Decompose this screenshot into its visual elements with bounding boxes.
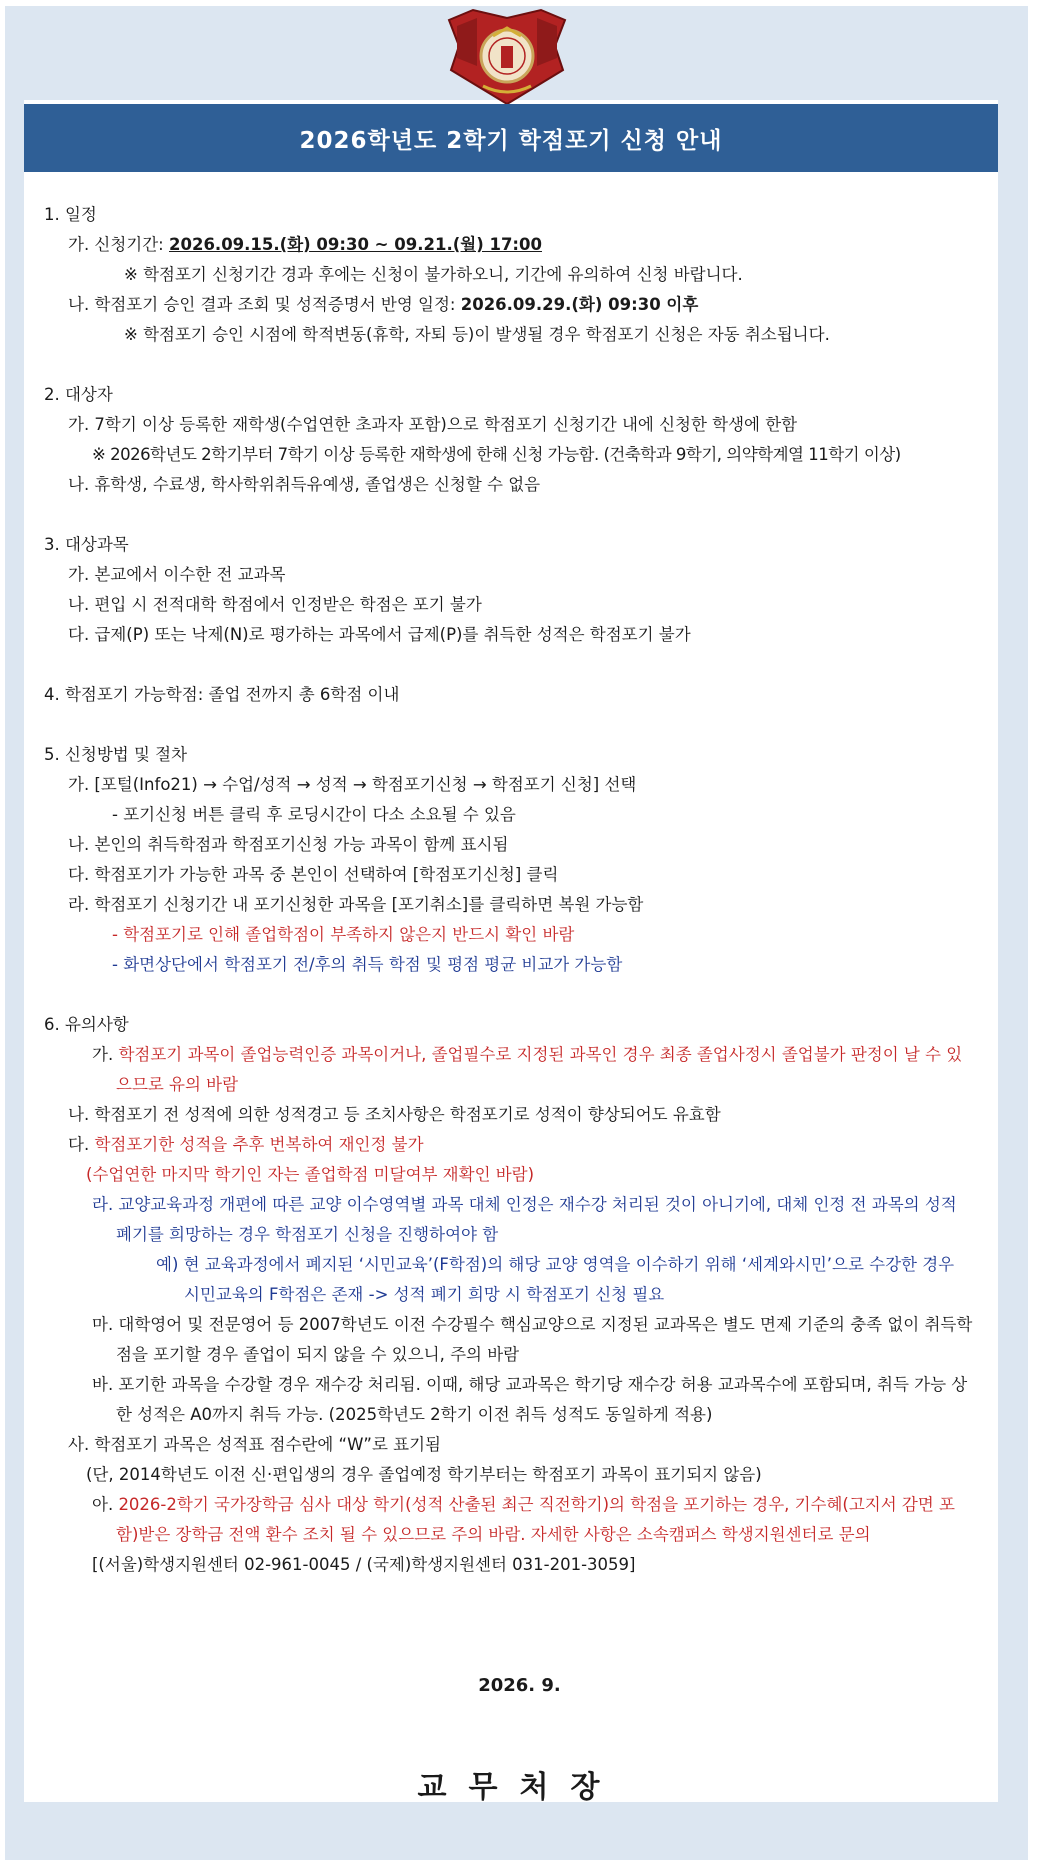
- procedure-d-note-2: - 화면상단에서 학점포기 전/후의 취득 학점 및 평점 평균 비교가 가능함: [112, 955, 623, 974]
- eligibility-a-note: ※ 2026학년도 2학기부터 7학기 이상 등록한 재학생에 한해 신청 가능함. (건축학과 9학기, 의약학계열 11학기 이상): [92, 445, 901, 464]
- eligibility-b: 나. 휴학생, 수료생, 학사학위취득유예생, 졸업생은 신청할 수 없음: [68, 475, 541, 494]
- eligibility-a: 가. 7학기 이상 등록한 재학생(수업연한 초과자 포함)으로 학점포기 신청기간 내에 신청한 학생에 한함: [68, 415, 798, 434]
- caution-b: 나. 학점포기 전 성적에 의한 성적경고 등 조치사항은 학점포기로 성적이 향상되어도 유효함: [68, 1105, 721, 1124]
- caution-h: [44, 1490, 974, 1550]
- courses-b: 나. 편입 시 전적대학 학점에서 인정받은 학점은 포기 불가: [68, 595, 482, 614]
- caution-a-text: 학점포기 과목이 졸업능력인증 과목이거나, 졸업필수로 지정된 과목인 경우 최종 졸업사정시 졸업불가 판정이 날 수 있으므로 유의 바람: [116, 1045, 963, 1094]
- contact-info: [(서울)학생지원센터 02-961-0045 / (국제)학생지원센터 031-201-3059]: [92, 1555, 636, 1574]
- section-2-heading: 2. 대상자: [44, 385, 113, 404]
- courses-c: 다. 급제(P) 또는 낙제(N)로 평가하는 과목에서 급제(P)를 취득한 성적은 학점포기 불가: [68, 625, 691, 644]
- caution-c-note: (수업연한 마지막 학기인 자는 졸업학점 미달여부 재확인 바람): [86, 1165, 535, 1184]
- caution-d-example: 예) 현 교육과정에서 폐지된 ‘시민교육’(F학점)의 해당 교양 영역을 이수하기 위해 ‘세계와시민’으로 수강한 경우 시민교육의 F학점은 존재 -> 성적 폐기 희망 시 학점포기 신청 필요: [156, 1255, 955, 1304]
- caution-c-text: 학점포기한 성적을 추후 번복하여 재인정 불가: [94, 1135, 424, 1154]
- schedule-period: [44, 230, 974, 260]
- section-5-heading: 5. 신청방법 및 절차: [44, 745, 188, 764]
- procedure-a: 가. [포털(Info21) → 수업/성적 → 성적 → 학점포기신청 → 학점포기 신청] 선택: [68, 775, 637, 794]
- section-4-heading: 4. 학점포기 가능학점: 졸업 전까지 총 6학점 이내: [44, 685, 400, 704]
- caution-d: 라. 교양교육과정 개편에 따른 교양 이수영역별 과목 대체 인정은 재수강 처리된 것이 아니기에, 대체 인정 전 과목의 성적 폐기를 희망하는 경우 학점포기 신청을 진행하여야 함: [92, 1195, 957, 1244]
- caution-g: 사. 학점포기 과목은 성적표 점수란에 “W”로 표기됨: [68, 1435, 441, 1454]
- caution-f: 바. 포기한 과목을 수강할 경우 재수강 처리됨. 이때, 해당 교과목은 학기당 재수강 허용 교과목수에 포함되며, 취득 가능 상한 성적은 A0까지 취득 가능. (2025학년도 2학기 이전 취득 성적도 동일하게 적용): [92, 1375, 968, 1424]
- issuing-office: 교무처장: [417, 1770, 622, 1805]
- procedure-a-note: - 포기신청 버튼 클릭 후 로딩시간이 다소 소요될 수 있음: [112, 805, 516, 824]
- caution-a: [44, 1040, 974, 1100]
- notice-body: [44, 200, 974, 1580]
- schedule-result-note: ※ 학점포기 승인 시점에 학적변동(휴학, 자퇴 등)이 발생될 경우 학점포기 신청은 자동 취소됩니다.: [124, 325, 830, 344]
- caution-e: 마. 대학영어 및 전문영어 등 2007학년도 이전 수강필수 핵심교양으로 지정된 교과목은 별도 면제 기준의 충족 없이 취득학점을 포기할 경우 졸업이 되지 않을 수 있으니, 주의 바람: [92, 1315, 973, 1364]
- caution-g-note: (단, 2014학년도 이전 신·편입생의 경우 졸업예정 학기부터는 학점포기 과목이 표기되지 않음): [86, 1465, 762, 1484]
- procedure-d-note-1: - 학점포기로 인해 졸업학점이 부족하지 않은지 반드시 확인 바람: [112, 925, 575, 944]
- schedule-period-label: 가. 신청기간:: [68, 235, 169, 254]
- university-seal-icon: [443, 6, 571, 106]
- courses-a: 가. 본교에서 이수한 전 교과목: [68, 565, 286, 584]
- schedule-period-value: 2026.09.15.(화) 09:30 ~ 09.21.(월) 17:00: [169, 235, 542, 254]
- caution-c: [44, 1130, 974, 1160]
- schedule-result: [44, 290, 974, 320]
- notice-date: 2026. 9.: [478, 1675, 561, 1696]
- caution-h-label: 아.: [92, 1495, 119, 1514]
- procedure-d: 라. 학점포기 신청기간 내 포기신청한 과목을 [포기취소]를 클릭하면 복원 가능함: [68, 895, 644, 914]
- page-title: 2026학년도 2학기 학점포기 신청 안내: [24, 104, 998, 172]
- caution-a-label: 가.: [92, 1045, 119, 1064]
- schedule-result-label: 나. 학점포기 승인 결과 조회 및 성적증명서 반영 일정:: [68, 295, 461, 314]
- caution-c-label: 다.: [68, 1135, 95, 1154]
- procedure-c: 다. 학점포기가 가능한 과목 중 본인이 선택하여 [학점포기신청] 클릭: [68, 865, 559, 884]
- schedule-period-note: ※ 학점포기 신청기간 경과 후에는 신청이 불가하오니, 기간에 유의하여 신청 바랍니다.: [124, 265, 743, 284]
- section-1-heading: 1. 일정: [44, 205, 97, 224]
- schedule-result-value: 2026.09.29.(화) 09:30 이후: [460, 295, 699, 314]
- section-6-heading: 6. 유의사항: [44, 1015, 129, 1034]
- procedure-b: 나. 본인의 취득학점과 학점포기신청 가능 과목이 함께 표시됨: [68, 835, 509, 854]
- caution-h-text: 2026-2학기 국가장학금 심사 대상 학기(성적 산출된 최근 직전학기)의 학점을 포기하는 경우, 기수혜(고지서 감면 포함)받은 장학금 전액 환수 조치 될 수 있으므로 주의 바람. 자세한 사항은 소속캠퍼스 학생지원센터로 문의: [116, 1495, 955, 1544]
- section-3-heading: 3. 대상과목: [44, 535, 129, 554]
